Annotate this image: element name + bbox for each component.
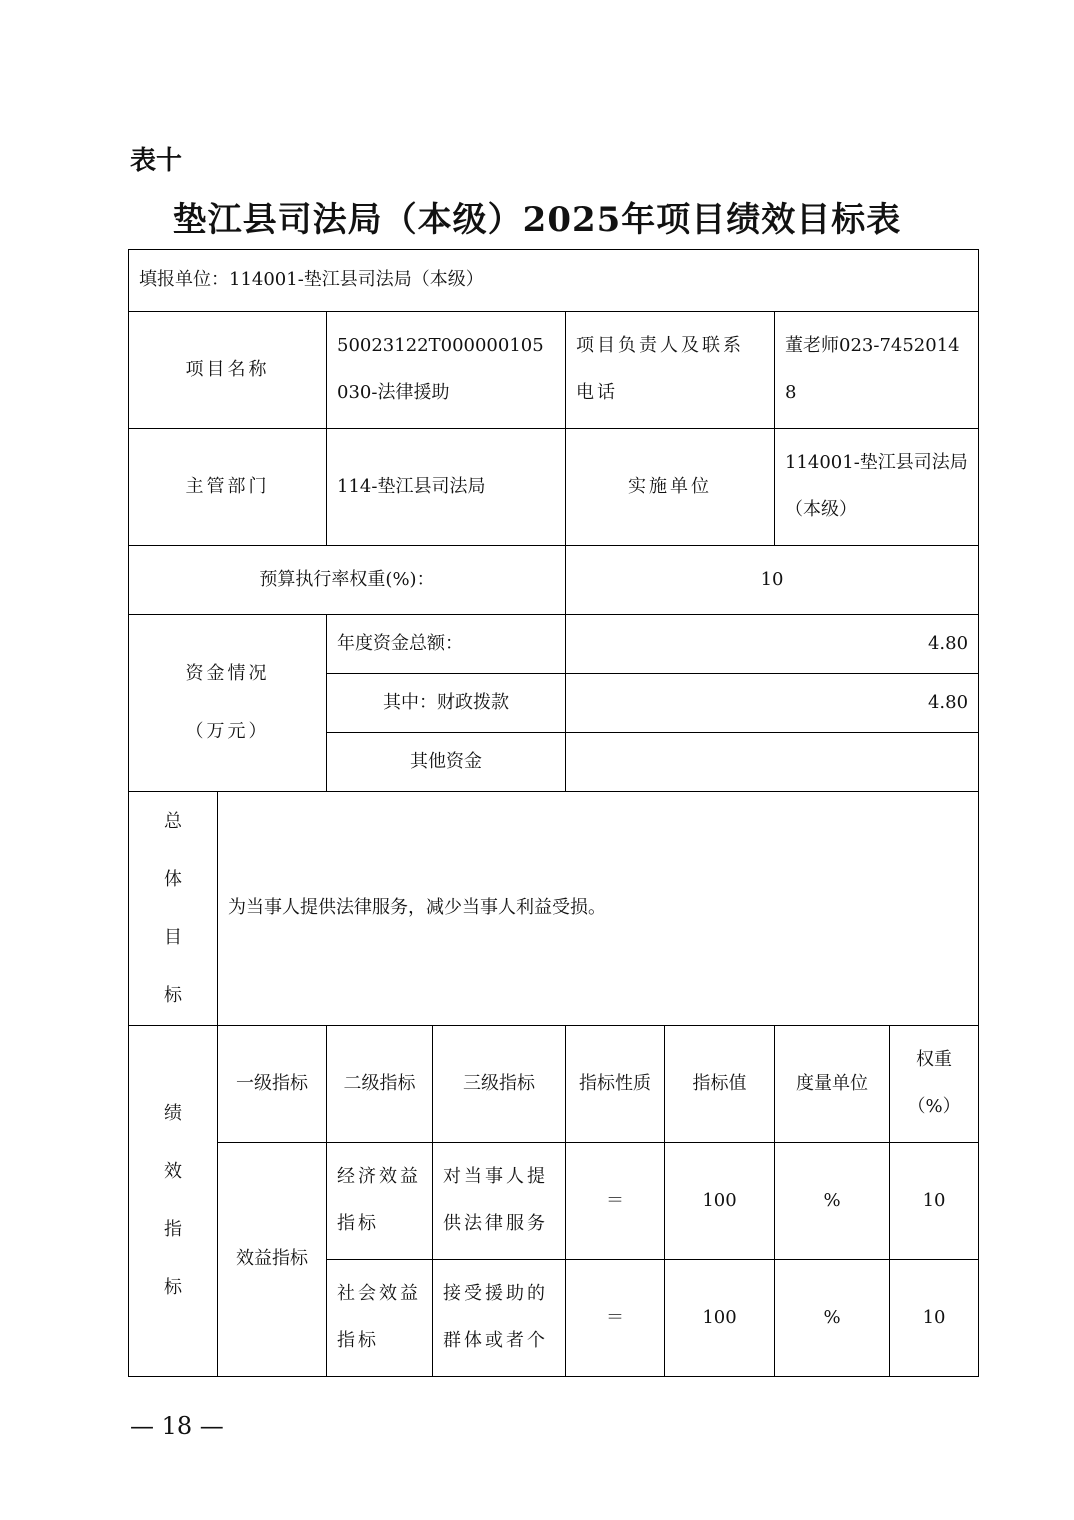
- dept-label: 主管部门: [129, 429, 327, 546]
- funds-label-main: 资金情况: [185, 663, 270, 684]
- impl-value: 114001-垫江县司法局（本级）: [775, 429, 979, 546]
- fiscal-value: 4.80: [566, 674, 979, 733]
- row-weight: 10: [890, 1260, 979, 1377]
- filler-unit: 填报单位：114001-垫江县司法局（本级）: [129, 250, 979, 312]
- row-level3: 接受援助的群体或者个: [433, 1260, 566, 1377]
- contact-value: 董老师023-74520148: [775, 312, 979, 429]
- perf-label-char: 效: [164, 1161, 182, 1182]
- fiscal-label: 其中：财政拨款: [327, 674, 566, 733]
- header-unit: 度量单位: [775, 1026, 890, 1143]
- header-level3: 三级指标: [433, 1026, 566, 1143]
- table-row: [129, 1143, 979, 1260]
- header-level2: 二级指标: [327, 1026, 433, 1143]
- performance-table: [128, 249, 978, 1377]
- row-weight: 10: [890, 1143, 979, 1260]
- other-value: [566, 733, 979, 792]
- goal-label: [129, 792, 218, 1026]
- level1-value: 效益指标: [218, 1143, 327, 1377]
- funds-label-unit: （万元）: [185, 721, 270, 742]
- header-value: 指标值: [665, 1026, 775, 1143]
- dept-value: 114-垫江县司法局: [327, 429, 566, 546]
- goal-text: 为当事人提供法律服务，减少当事人利益受损。: [218, 792, 979, 1026]
- goal-label-char: 体: [164, 868, 182, 890]
- header-nature: 指标性质: [566, 1026, 665, 1143]
- goal-label-char: 总: [164, 810, 182, 832]
- header-weight: 权重（%）: [890, 1026, 979, 1143]
- project-name-label: 项目名称: [129, 312, 327, 429]
- total-value: 4.80: [566, 615, 979, 674]
- table-label: 表十: [130, 146, 183, 176]
- page-number: — 18 —: [130, 1412, 224, 1440]
- perf-label-char: 绩: [164, 1103, 182, 1124]
- goal-label-char: 目: [164, 926, 182, 948]
- funds-label: [129, 615, 327, 792]
- row-nature: ＝: [566, 1143, 665, 1260]
- total-label: 年度资金总额：: [327, 615, 566, 674]
- goal-label-char: 标: [164, 984, 182, 1006]
- perf-label-char: 指: [164, 1219, 182, 1240]
- page-title: 垫江县司法局（本级）2025年项目绩效目标表: [172, 200, 902, 240]
- other-label: 其他资金: [327, 733, 566, 792]
- row-value: 100: [665, 1143, 775, 1260]
- contact-label: 项目负责人及联系电话: [566, 312, 775, 429]
- budget-weight-label: 预算执行率权重(%)：: [129, 546, 566, 615]
- project-name-value: 50023122T000000105030-法律援助: [327, 312, 566, 429]
- budget-weight-value: 10: [566, 546, 979, 615]
- row-unit: %: [775, 1143, 890, 1260]
- row-value: 100: [665, 1260, 775, 1377]
- perf-label-char: 标: [164, 1277, 182, 1298]
- impl-label: 实施单位: [566, 429, 775, 546]
- row-unit: %: [775, 1260, 890, 1377]
- row-level2: 经济效益指标: [327, 1143, 433, 1260]
- row-level2: 社会效益指标: [327, 1260, 433, 1377]
- row-nature: ＝: [566, 1260, 665, 1377]
- perf-label: [129, 1026, 218, 1377]
- row-level3: 对当事人提供法律服务: [433, 1143, 566, 1260]
- header-level1: 一级指标: [218, 1026, 327, 1143]
